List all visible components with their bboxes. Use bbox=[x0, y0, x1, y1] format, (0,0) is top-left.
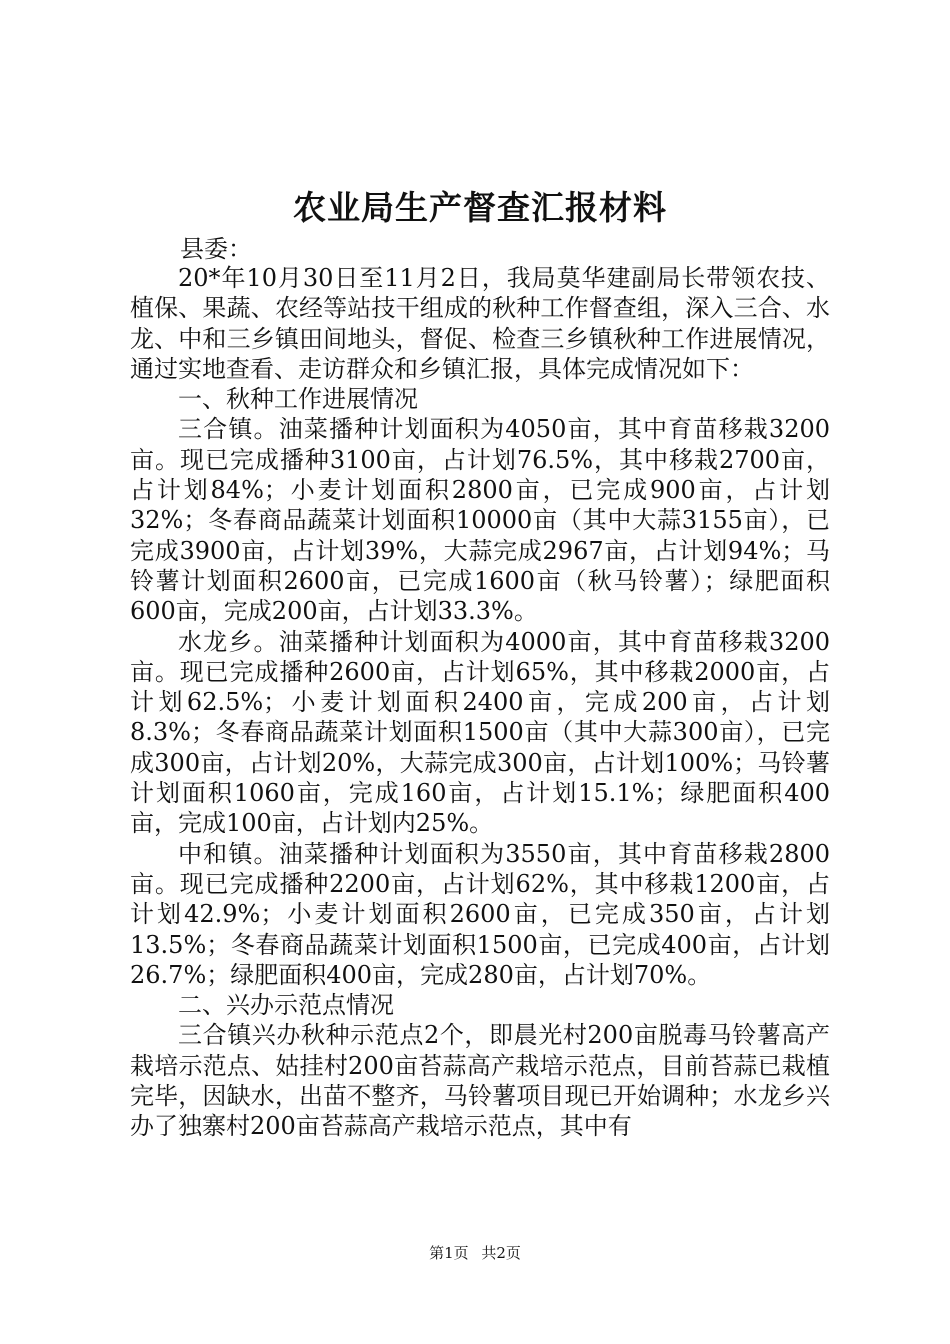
paragraph-zhonghe: 中和镇。油菜播种计划面积为3550亩，其中育苗移栽2800亩。现已完成播种2200亩，占计划62%，其中移栽1200亩，占计划42.9%；小麦计划面积2600亩，已完成350亩，占计划13.5%；冬春商品蔬菜计划面积1500亩，已完成400亩，占计划26.7%；绿肥面积400亩，完成280亩，占计划70%。 bbox=[130, 839, 830, 989]
page-total: 共2页 bbox=[481, 1244, 521, 1262]
paragraph-demo-sites: 三合镇兴办秋种示范点2个，即晨光村200亩脱毒马铃薯高产栽培示范点、姑挂村200亩苔蒜高产栽培示范点，目前苔蒜已栽植完毕，因缺水，出苗不整齐，马铃薯项目现已开始调种；水龙乡兴办了独寨村200亩苔蒜高产栽培示范点，其中有 bbox=[130, 1021, 830, 1141]
paragraph-intro: 20*年10月30日至11月2日，我局莫华建副局长带领农技、植保、果蔬、农经等站技干组成的秋种工作督查组，深入三合、水龙、中和三乡镇田间地头，督促、检查三乡镇秋种工作进展情况，通过实地查看、走访群众和乡镇汇报，具体完成情况如下： bbox=[130, 264, 830, 383]
paragraph-shuilong: 水龙乡。油菜播种计划面积为4000亩，其中育苗移栽3200亩。现已完成播种2600亩，占计划65%，其中移栽2000亩，占计划62.5%；小麦计划面积2400亩，完成200亩，占计划8.3%；冬春商品蔬菜计划面积1500亩（其中大蒜300亩），已完成300亩，占计划20%，大蒜完成300亩，占计划100%；马铃薯计划面积1060亩，完成160亩，占计划15.1%；绿肥面积400亩，完成100亩，占计划内25%。 bbox=[130, 627, 830, 838]
document-title: 农业局生产督查汇报材料 bbox=[293, 188, 667, 227]
document-body bbox=[130, 263, 830, 1142]
salutation: 县委： bbox=[180, 235, 252, 263]
section-heading-2: 二、兴办示范点情况 bbox=[178, 991, 394, 1020]
page-footer bbox=[0, 1243, 950, 1263]
paragraph-sanhe: 三合镇。油菜播种计划面积为4050亩，其中育苗移栽3200亩。现已完成播种3100亩，占计划76.5%，其中移栽2700亩，占计划84%；小麦计划面积2800亩，已完成900亩，占计划32%；冬春商品蔬菜计划面积10000亩（其中大蒜3155亩），已完成3900亩，占计划39%，大蒜完成2967亩，占计划94%；马铃薯计划面积2600亩，已完成1600亩（秋马铃薯）；绿肥面积600亩，完成200亩，占计划33.3%。 bbox=[130, 415, 830, 626]
page-number: 第1页 bbox=[429, 1244, 469, 1262]
section-heading-1: 一、秋种工作进展情况 bbox=[178, 385, 418, 414]
